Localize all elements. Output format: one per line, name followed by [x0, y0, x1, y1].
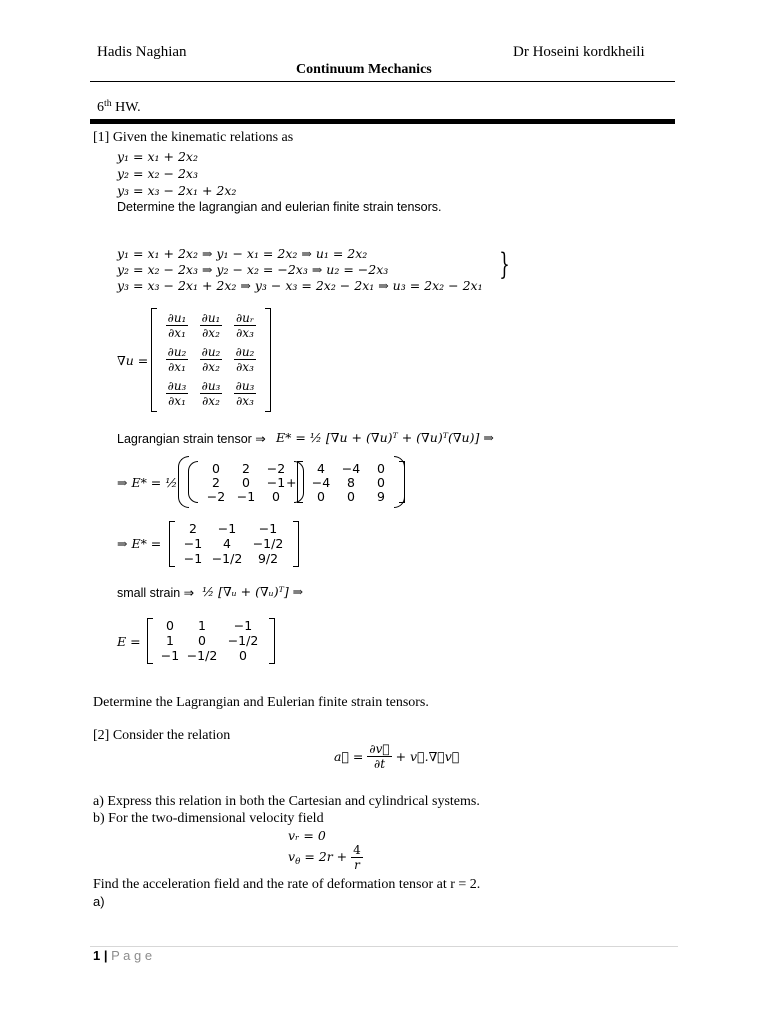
problem1-task: Determine the lagrangian and eulerian finite strain tensors. — [117, 200, 442, 214]
matrix-b-cell: 0 — [317, 488, 325, 504]
matrix-b-cell: 0 — [347, 488, 355, 504]
gradient-entry: $\frac{\text{∂u₃}}{\text{∂x₃}}$ — [235, 378, 255, 408]
matrix-a-cell: 0 — [272, 488, 280, 504]
gradient-matrix — [151, 308, 271, 412]
displacement-eq-3: y₃ = x₃ − 2x₁ + 2x₂ ⇒ y₃ − x₃ = 2x₂ − 2x₁ ⇒ u₃ = 2x₂ − 2x₁ — [117, 278, 483, 293]
matrix-c — [169, 521, 299, 567]
kinematic-eq-1: y₁ = x₁ + 2x₂ — [117, 149, 198, 164]
gradient-entry: $\frac{\text{∂u₃}}{\text{∂x₁}}$ — [167, 378, 187, 408]
header-rule — [90, 81, 675, 82]
lagrangian-formula: E* = ½ [∇u + (∇u)ᵀ + (∇u)ᵀ(∇u)] ⇒ — [276, 430, 494, 445]
matrix-a-cell: −2 — [266, 460, 286, 476]
matrix-d-cell: 0 — [198, 633, 206, 648]
matrix-c-cell: 2 — [189, 521, 197, 536]
matrix-c-cell: −1 — [258, 521, 278, 536]
matrix-b-cell: 9 — [377, 488, 385, 504]
gradient-entry: $\frac{\text{∂uᵣ}}{\text{∂x₃}}$ — [235, 310, 255, 340]
kinematic-eq-3: y₃ = x₃ − 2x₁ + 2x₂ — [117, 183, 237, 198]
author-name: Hadis Naghian — [97, 44, 187, 60]
matrix-b-cell: 4 — [317, 460, 325, 476]
matrix-d-cell: −1/2 — [186, 648, 218, 663]
estar-prefix: ⇒ E* = ½ — [117, 475, 178, 490]
page-footer — [93, 948, 152, 963]
section-rule — [90, 119, 675, 124]
gradient-entry: $\frac{\text{∂u₂}}{\text{∂x₂}}$ — [201, 344, 221, 374]
matrix-a-cell: −1 — [236, 488, 256, 504]
matrix-c-cell: −1/2 — [211, 551, 243, 566]
matrix-a-cell: 2 — [242, 460, 250, 476]
page-label: P a g e — [111, 948, 153, 963]
e-prefix: E = — [117, 634, 141, 649]
matrix-d — [147, 618, 275, 664]
instructor-name: Dr Hoseini kordkheili — [513, 44, 645, 60]
problem2-find: Find the acceleration field and the rate of deformation tensor at r = 2. — [93, 877, 481, 892]
lagrangian-label: Lagrangian strain tensor ⇒ — [117, 432, 266, 446]
small-strain-formula: ½ [∇ᵤ + (∇ᵤ)ᵀ] ⇒ — [202, 584, 304, 599]
matrix-c-cell: −1 — [183, 536, 203, 551]
matrix-c-cell: −1/2 — [252, 536, 284, 551]
gradient-entry: $\frac{\text{∂u₁}}{\text{∂x₂}}$ — [201, 310, 221, 340]
problem2-intro: [2] Consider the relation — [93, 728, 231, 743]
homework-label: 6th HW. — [97, 98, 141, 115]
matrix-d-cell: 0 — [239, 648, 247, 663]
displacement-eq-2: y₂ = x₂ − 2x₃ ⇒ y₂ − x₂ = −2x₃ ⇒ u₂ = −2x₃ — [117, 262, 389, 277]
matrix-b — [297, 461, 405, 503]
footer-separator: | — [103, 948, 108, 963]
displacement-eq-1: y₁ = x₁ + 2x₂ ⇒ y₁ − x₁ = 2x₂ ⇒ u₁ = 2x₂ — [117, 246, 368, 261]
matrix-a-cell: 0 — [212, 460, 220, 476]
matrix-d-cell: −1 — [233, 618, 253, 633]
velocity-radial: vᵣ = 0 — [288, 828, 326, 843]
matrix-b-cell: −4 — [341, 460, 361, 476]
part-a: a) Express this relation in both the Cartesian and cylindrical systems. — [93, 794, 480, 809]
velocity-theta: $v_\theta = 2r$ + $\frac{4}{r}$ — [288, 843, 361, 872]
matrix-b-cell: −4 — [311, 474, 331, 490]
gradient-label: ∇u = — [117, 353, 149, 368]
course-title: Continuum Mechanics — [296, 62, 432, 77]
footer-rule — [90, 946, 678, 947]
matrix-d-cell: 1 — [198, 618, 206, 633]
right-brace: } — [499, 247, 510, 282]
matrix-a-cell: −2 — [206, 488, 226, 504]
matrix-a-cell: 0 — [242, 474, 250, 490]
plus-sign: + — [286, 475, 297, 490]
matrix-d-cell: −1 — [160, 648, 180, 663]
matrix-c-cell: −1 — [217, 521, 237, 536]
matrix-d-cell: 1 — [166, 633, 174, 648]
matrix-b-cell: 8 — [347, 474, 355, 490]
matrix-c-cell: −1 — [183, 551, 203, 566]
acceleration-relation: a⃗ = $\frac{\partial v⃗}{\partial t}$ + v⃗.∇⃗v⃗ — [334, 742, 460, 771]
matrix-b-cell: 0 — [377, 474, 385, 490]
kinematic-eq-2: y₂ = x₂ − 2x₃ — [117, 166, 198, 181]
matrix-d-cell: 0 — [166, 618, 174, 633]
small-strain-label: small strain ⇒ — [117, 586, 195, 600]
estar-result-prefix: ⇒ E* = — [117, 536, 162, 551]
matrix-a-cell: −1 — [266, 474, 286, 490]
gradient-entry: $\frac{\text{∂u₂}}{\text{∂x₃}}$ — [235, 344, 255, 374]
gradient-entry: $\frac{\text{∂u₂}}{\text{∂x₁}}$ — [167, 344, 187, 374]
gradient-entry: $\frac{\text{∂u₁}}{\text{∂x₁}}$ — [167, 310, 187, 340]
matrix-a-cell: 2 — [212, 474, 220, 490]
page-number: 1 — [93, 948, 101, 963]
outer-right-paren — [394, 456, 405, 508]
gradient-entry: $\frac{\text{∂u₃}}{\text{∂x₂}}$ — [201, 378, 221, 408]
between-task: Determine the Lagrangian and Eulerian finite strain tensors. — [93, 695, 429, 710]
matrix-c-cell: 4 — [223, 536, 231, 551]
problem1-intro: [1] Given the kinematic relations as — [93, 130, 294, 145]
matrix-b-cell: 0 — [377, 460, 385, 476]
matrix-c-cell: 9/2 — [257, 551, 279, 566]
part-b: b) For the two-dimensional velocity field — [93, 811, 324, 826]
matrix-d-cell: −1/2 — [227, 633, 259, 648]
answer-a-label: a) — [93, 894, 105, 909]
